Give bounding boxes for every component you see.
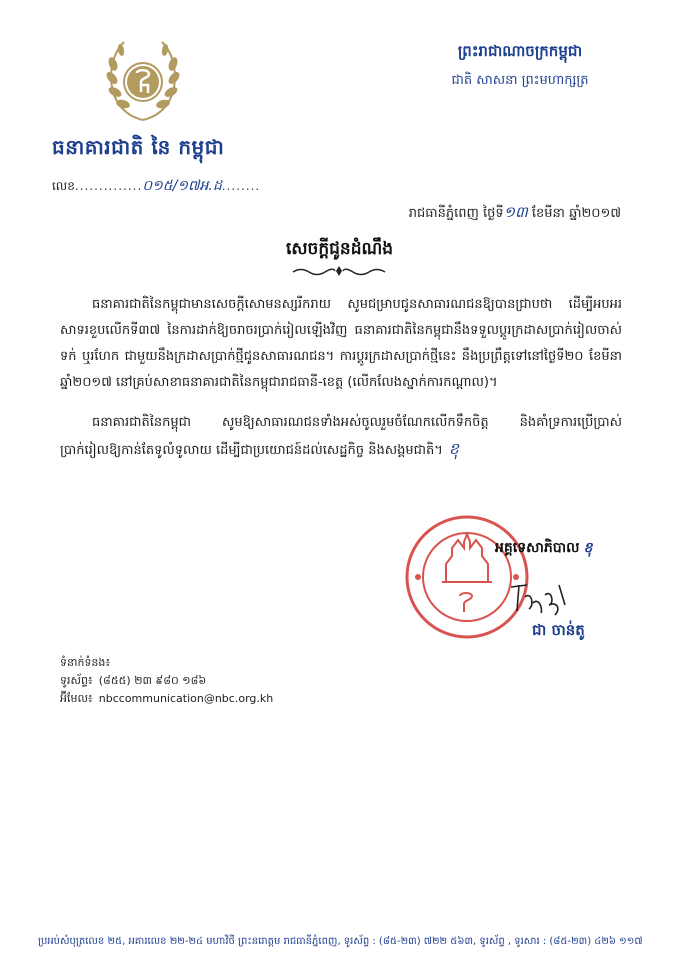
reference-dots-after: ........ xyxy=(221,179,261,193)
kingdom-motto: ជាតិ សាសនា ព្រះមហាក្សត្រ xyxy=(451,73,589,88)
body-paragraph-2 xyxy=(60,410,622,464)
email-value[interactable]: nbccommunication@nbc.org.kh xyxy=(98,692,274,705)
body-paragraph-2-text: ធនាគារជាតិនៃកម្ពុជា សូមឱ្យសាធារណជនទាំងអស់ចូលរួមចំណែកលើកទឹកចិត្ត និងគាំទ្រការប្រើប្រាស់ប្រាក់រៀលឱ្យកាន់តែទូលំទូលាយ ដើម្បីជាប្រយោជន៍ដល់សេដ្ឋកិច្ច និងសង្គមជាតិ។ xyxy=(60,415,622,458)
reference-number: ០១៥/១៧អ.ដ xyxy=(142,178,222,194)
footer-address: ប្រអប់សំបុត្រលេខ ២៥, អគារលេខ ២២-២៤ មហាវិថី ព្រះនរោត្តម រាជធានីភ្នំពេញ, ទូរស័ព្ទ : (៨៥-២៣) ៧២២ ៥៦៣, ទូរស័ព្ទ , ទូរសារ : (៨៥-២៣) ៤២៦ ១១៧ xyxy=(38,936,643,947)
title-ornament-icon xyxy=(289,265,389,277)
date-suffix: ខែមីនា ឆ្នាំ២០១៧ xyxy=(527,206,621,221)
date-day: ១៣ xyxy=(503,203,528,221)
phone-label: ទូរស័ព្ទ៖ xyxy=(60,674,93,687)
contact-info xyxy=(60,654,273,708)
signatory-title xyxy=(495,538,592,559)
letter-body xyxy=(60,292,622,478)
handwritten-initial: ខុ xyxy=(448,439,459,458)
date-line xyxy=(336,203,621,225)
email-label: អ៊ីមែល៖ xyxy=(60,692,93,705)
kingdom-title: ព្រះរាជាណាចក្រកម្ពុជា xyxy=(457,42,583,60)
contact-heading: ទំនាក់ទំនង៖ xyxy=(60,656,111,669)
reference-dots: .............. xyxy=(74,179,143,193)
signatory-mark: ខុ xyxy=(583,540,593,556)
nbc-emblem-icon xyxy=(104,36,182,126)
kingdom-header xyxy=(420,42,620,91)
phone-value: (៨៥៥) ២៣ ៩៨០ ១៨៦ xyxy=(98,674,207,687)
date-prefix: រាជធានីភ្នំពេញ ថ្ងៃទី xyxy=(408,206,504,221)
document-title: សេចក្តីជូនដំណឹង xyxy=(285,239,394,259)
bank-name: ធនាគារជាតិ នៃ កម្ពុជា xyxy=(52,135,225,159)
reference-line xyxy=(52,176,260,197)
contact-email-row xyxy=(60,690,273,708)
body-paragraph-1: ធនាគារជាតិនៃកម្ពុជាមានសេចក្តីសោមនស្សរីករាយ សូមជម្រាបជូនសាធារណជនឱ្យបានជ្រាបថា ដើម្បីអបអរសាទរខួបលើកទី៣៧ នៃការដាក់ឱ្យចរាចរប្រាក់រៀលឡើងវិញ ធនាគារជាតិនៃកម្ពុជានឹងទទួលប្តូរក្រដាសប្រាក់រៀលចាស់ ទក់ ឬរហែក ជាមួយនឹងក្រដាសប្រាក់ថ្មីជូនសាធារណជន។ ការប្តូរក្រដាសប្រាក់ថ្មីនេះ នឹងប្រព្រឹត្តទៅនៅថ្ងៃទី២០ ខែមីនា ឆ្នាំ២០១៧ នៅគ្រប់សាខាធនាគារជាតិនៃកម្ពុជារាជធានី-ខេត្ត (លើកលែងស្នាក់ការកណ្តាល)។ xyxy=(60,297,622,390)
handwritten-signature-icon xyxy=(505,575,575,619)
signatory-title-text: អគ្គទេសាភិបាល xyxy=(495,540,580,556)
reference-label: លេខ xyxy=(52,179,75,193)
signatory-name: ជា ចាន់តូ xyxy=(532,621,585,639)
contact-phone-row xyxy=(60,672,273,690)
